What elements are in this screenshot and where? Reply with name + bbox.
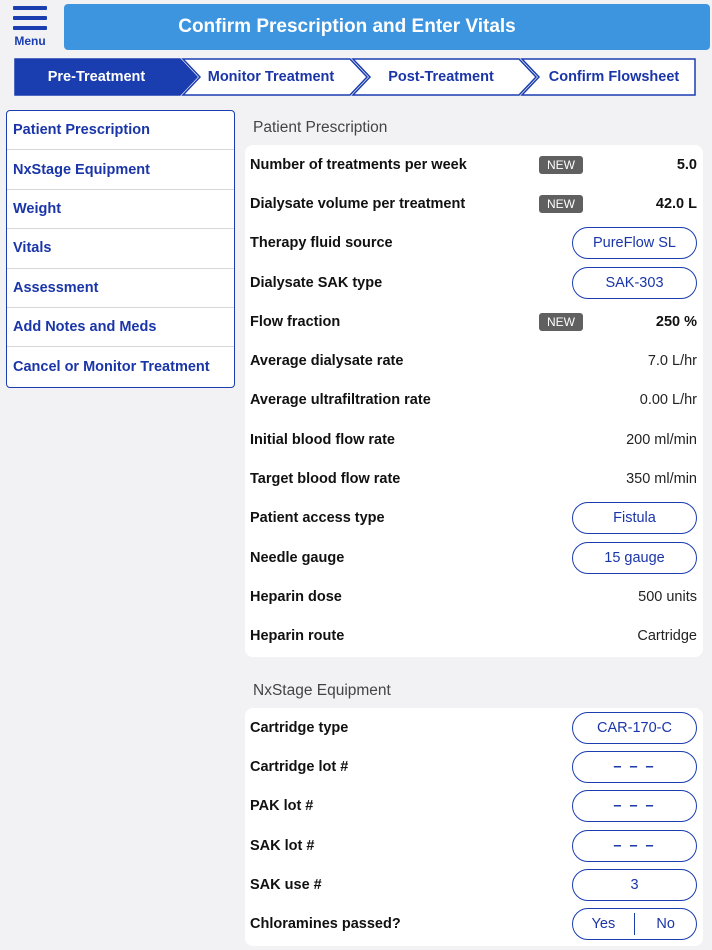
needle-gauge-label: Needle gauge (250, 549, 345, 566)
nav-nxstage-equipment[interactable]: NxStage Equipment (7, 150, 234, 189)
row-cartridge-type (245, 708, 703, 747)
nav-cancel-or-monitor-treatment[interactable]: Cancel or Monitor Treatment (13, 359, 210, 376)
access-type-select[interactable]: Fistula (572, 502, 697, 534)
step-confirm-flowsheet[interactable]: Confirm Flowsheet (548, 69, 680, 85)
heparin-dose-value: 500 units (638, 588, 697, 605)
chloramines-label: Chloramines passed? (250, 916, 401, 933)
flow-fraction-label: Flow fraction (250, 313, 341, 330)
row-chloramines (245, 904, 703, 943)
workflow-stepper (13, 58, 697, 96)
row-therapy-fluid-source (245, 224, 703, 263)
new-badge: NEW (539, 313, 583, 331)
nav-add-notes-and-meds[interactable]: Add Notes and Meds (7, 308, 234, 347)
row-sak-lot (245, 826, 703, 865)
avg-uf-rate-label: Average ultrafiltration rate (250, 392, 431, 409)
row-avg-dialysate-rate (245, 341, 703, 380)
row-dialysate-sak-type (245, 263, 703, 302)
step-post-treatment[interactable]: Post-Treatment (388, 69, 494, 85)
flow-fraction-value: 250 % (655, 313, 697, 330)
row-target-blood-flow (245, 459, 703, 498)
sak-lot-input[interactable]: – – – (572, 830, 697, 862)
cartridge-lot-label: Cartridge lot # (250, 758, 349, 775)
pak-lot-input[interactable]: – – – (572, 790, 697, 822)
equipment-section-title: NxStage Equipment (253, 682, 391, 699)
section-nav (6, 110, 235, 388)
pak-lot-label: PAK lot # (250, 798, 314, 815)
target-blood-flow-value: 350 ml/min (626, 471, 697, 488)
heparin-route-value: Cartridge (637, 628, 697, 645)
avg-uf-rate-value: 0.00 L/hr (639, 392, 697, 409)
cartridge-type-select[interactable]: CAR-170-C (572, 712, 697, 744)
row-cartridge-lot (245, 747, 703, 786)
cartridge-type-label: Cartridge type (250, 719, 349, 736)
new-badge: NEW (539, 156, 583, 174)
row-access-type (245, 499, 703, 538)
title-bar (64, 4, 710, 50)
row-pak-lot (245, 787, 703, 826)
target-blood-flow-label: Target blood flow rate (250, 471, 401, 488)
therapy-fluid-source-select[interactable]: PureFlow SL (572, 227, 697, 259)
treatments-per-week-value: 5.0 (676, 156, 697, 173)
sak-lot-label: SAK lot # (250, 837, 315, 854)
heparin-route-label: Heparin route (250, 628, 345, 645)
row-sak-use (245, 865, 703, 904)
dialysate-volume-label: Dialysate volume per treatment (250, 195, 466, 212)
sak-use-input[interactable]: 3 (572, 869, 697, 901)
treatments-per-week-label: Number of treatments per week (250, 156, 467, 173)
row-avg-uf-rate (245, 381, 703, 420)
access-type-label: Patient access type (250, 510, 385, 527)
therapy-fluid-source-label: Therapy fluid source (250, 235, 393, 252)
row-heparin-route (245, 617, 703, 656)
nav-assessment[interactable]: Assessment (7, 269, 234, 308)
prescription-section-title: Patient Prescription (253, 119, 388, 136)
dialysate-sak-type-label: Dialysate SAK type (250, 274, 383, 291)
avg-dialysate-rate-value: 7.0 L/hr (647, 353, 697, 370)
initial-blood-flow-value: 200 ml/min (626, 431, 697, 448)
chloramines-toggle (572, 908, 697, 940)
nav-vitals[interactable]: Vitals (7, 229, 234, 268)
nav-weight[interactable]: Weight (7, 190, 234, 229)
step-pre-treatment[interactable]: Pre-Treatment (47, 69, 146, 85)
row-flow-fraction (245, 302, 703, 341)
chloramines-no-button[interactable]: No (656, 916, 675, 933)
avg-dialysate-rate-label: Average dialysate rate (250, 353, 404, 370)
new-badge: NEW (539, 195, 583, 213)
dialysate-sak-type-select[interactable]: SAK-303 (572, 267, 697, 299)
needle-gauge-select[interactable]: 15 gauge (572, 542, 697, 574)
page-title: Confirm Prescription and Enter Vitals (178, 16, 516, 37)
equipment-card (245, 708, 703, 946)
hamburger-icon (13, 6, 47, 30)
row-dialysate-volume (245, 184, 703, 223)
dialysate-volume-value: 42.0 L (655, 195, 697, 212)
menu-button[interactable] (8, 4, 52, 48)
menu-label: Menu (14, 34, 46, 48)
cartridge-lot-input[interactable]: – – – (572, 751, 697, 783)
heparin-dose-label: Heparin dose (250, 588, 342, 605)
nav-patient-prescription[interactable]: Patient Prescription (7, 111, 234, 150)
row-treatments-per-week (245, 145, 703, 184)
chloramines-yes-button[interactable]: Yes (591, 916, 616, 933)
prescription-card (245, 145, 703, 657)
initial-blood-flow-label: Initial blood flow rate (250, 431, 395, 448)
row-needle-gauge (245, 538, 703, 577)
step-monitor-treatment[interactable]: Monitor Treatment (207, 69, 335, 85)
sak-use-label: SAK use # (250, 876, 322, 893)
row-heparin-dose (245, 577, 703, 616)
row-initial-blood-flow (245, 420, 703, 459)
